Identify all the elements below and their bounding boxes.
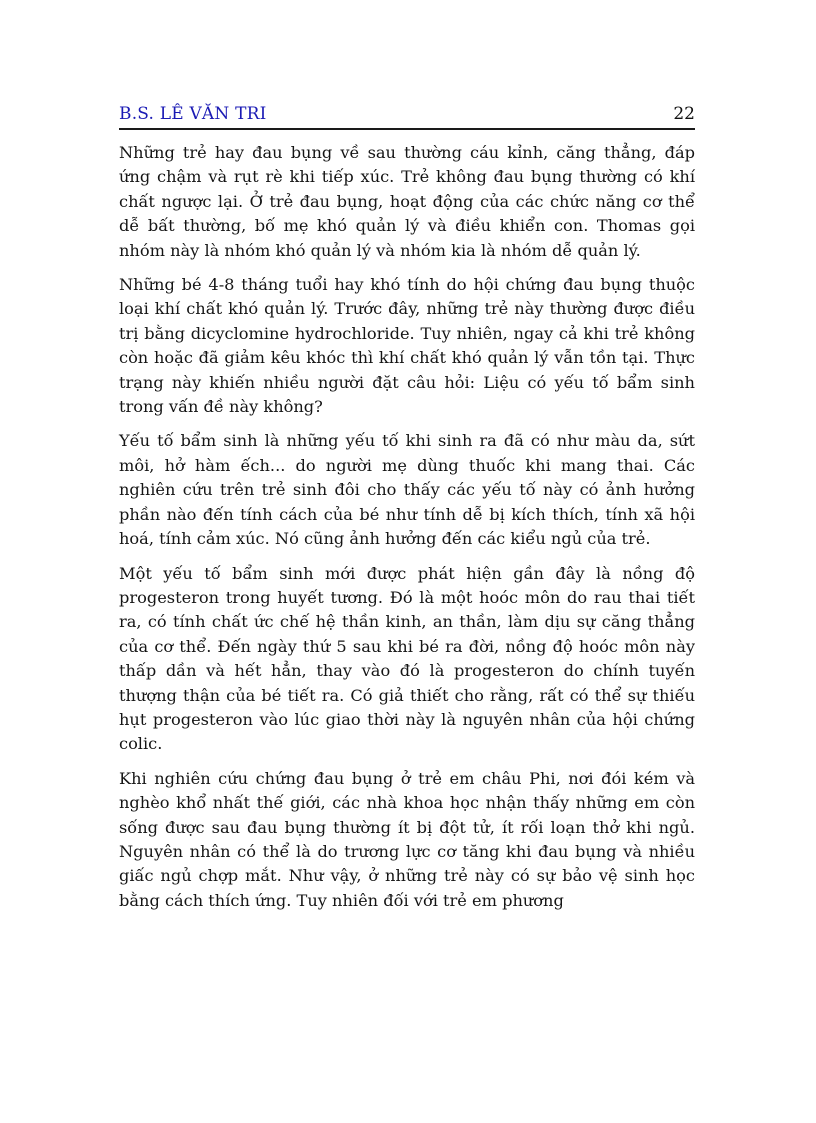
paragraph-3: Yếu tố bẩm sinh là những yếu tố khi sinh ra đã có như màu da, sứt môi, hở hàm ếch... do người mẹ dùng thuốc khi mang thai. Các nghiên cứu trên trẻ sinh đôi cho thấy các yếu tố này có ảnh hưởng phần nào đến tính cách của bé như tính dễ bị kích thích, tính xã hội hoá, tính cảm xúc. Nó cũng ảnh hưởng đến các kiểu ngủ của trẻ. (119, 431, 695, 549)
paragraph-4: Một yếu tố bẩm sinh mới được phát hiện gần đây là nồng độ progesteron trong huyết tương. Đó là một hoóc môn do rau thai tiết ra, có tính chất ức chế hệ thần kinh, an thần, làm dịu sự căng thẳng của cơ thể. Đến ngày thứ 5 sau khi bé ra đời, nồng độ hoóc môn này thấp dần và hết hẳn, thay vào đó là progesteron do chính tuyến thượng thận của bé tiết ra. Có giả thiết cho rằng, rất có thể sự thiếu hụt progesteron vào lúc giao thời này là nguyên nhân của hội chứng colic. (119, 563, 695, 754)
body-text (119, 141, 695, 923)
page-header (119, 98, 695, 130)
paragraph-2: Những bé 4-8 tháng tuổi hay khó tính do hội chứng đau bụng thuộc loại khí chất khó quản lý. Trước đây, những trẻ này thường được điều trị bằng dicyclomine hydrochloride. Tuy nhiên, ngay cả khi trẻ không còn hoặc đã giảm kêu khóc thì khí chất khó quản lý vẫn tồn tại. Thực trạng này khiến nhiều người đặt câu hỏi: Liệu có yếu tố bẩm sinh trong vấn đề này không? (119, 275, 695, 417)
author-title: B.S. LÊ VĂN TRI (119, 104, 267, 124)
paragraph-1: Những trẻ hay đau bụng về sau thường cáu kỉnh, căng thẳng, đáp ứng chậm và rụt rè khi tiếp xúc. Trẻ không đau bụng thường có khí chất ngược lại. Ở trẻ đau bụng, hoạt động của các chức năng cơ thể dễ bất thường, bố mẹ khó quản lý và điều khiển con. Thomas gọi nhóm này là nhóm khó quản lý và nhóm kia là nhóm dễ quản lý. (119, 143, 695, 260)
page-number: 22 (673, 104, 695, 124)
paragraph-5: Khi nghiên cứu chứng đau bụng ở trẻ em châu Phi, nơi đói kém và nghèo khổ nhất thế giới, các nhà khoa học nhận thấy những em còn sống được sau đau bụng thường ít bị đột tử, ít rối loạn thở khi ngủ. Nguyên nhân có thể là do trương lực cơ tăng khi đau bụng và nhiều giấc ngủ chợp mắt. Như vậy, ở những trẻ này có sự bảo vệ sinh học bằng cách thích ứng. Tuy nhiên đối với trẻ em phương (119, 768, 695, 910)
